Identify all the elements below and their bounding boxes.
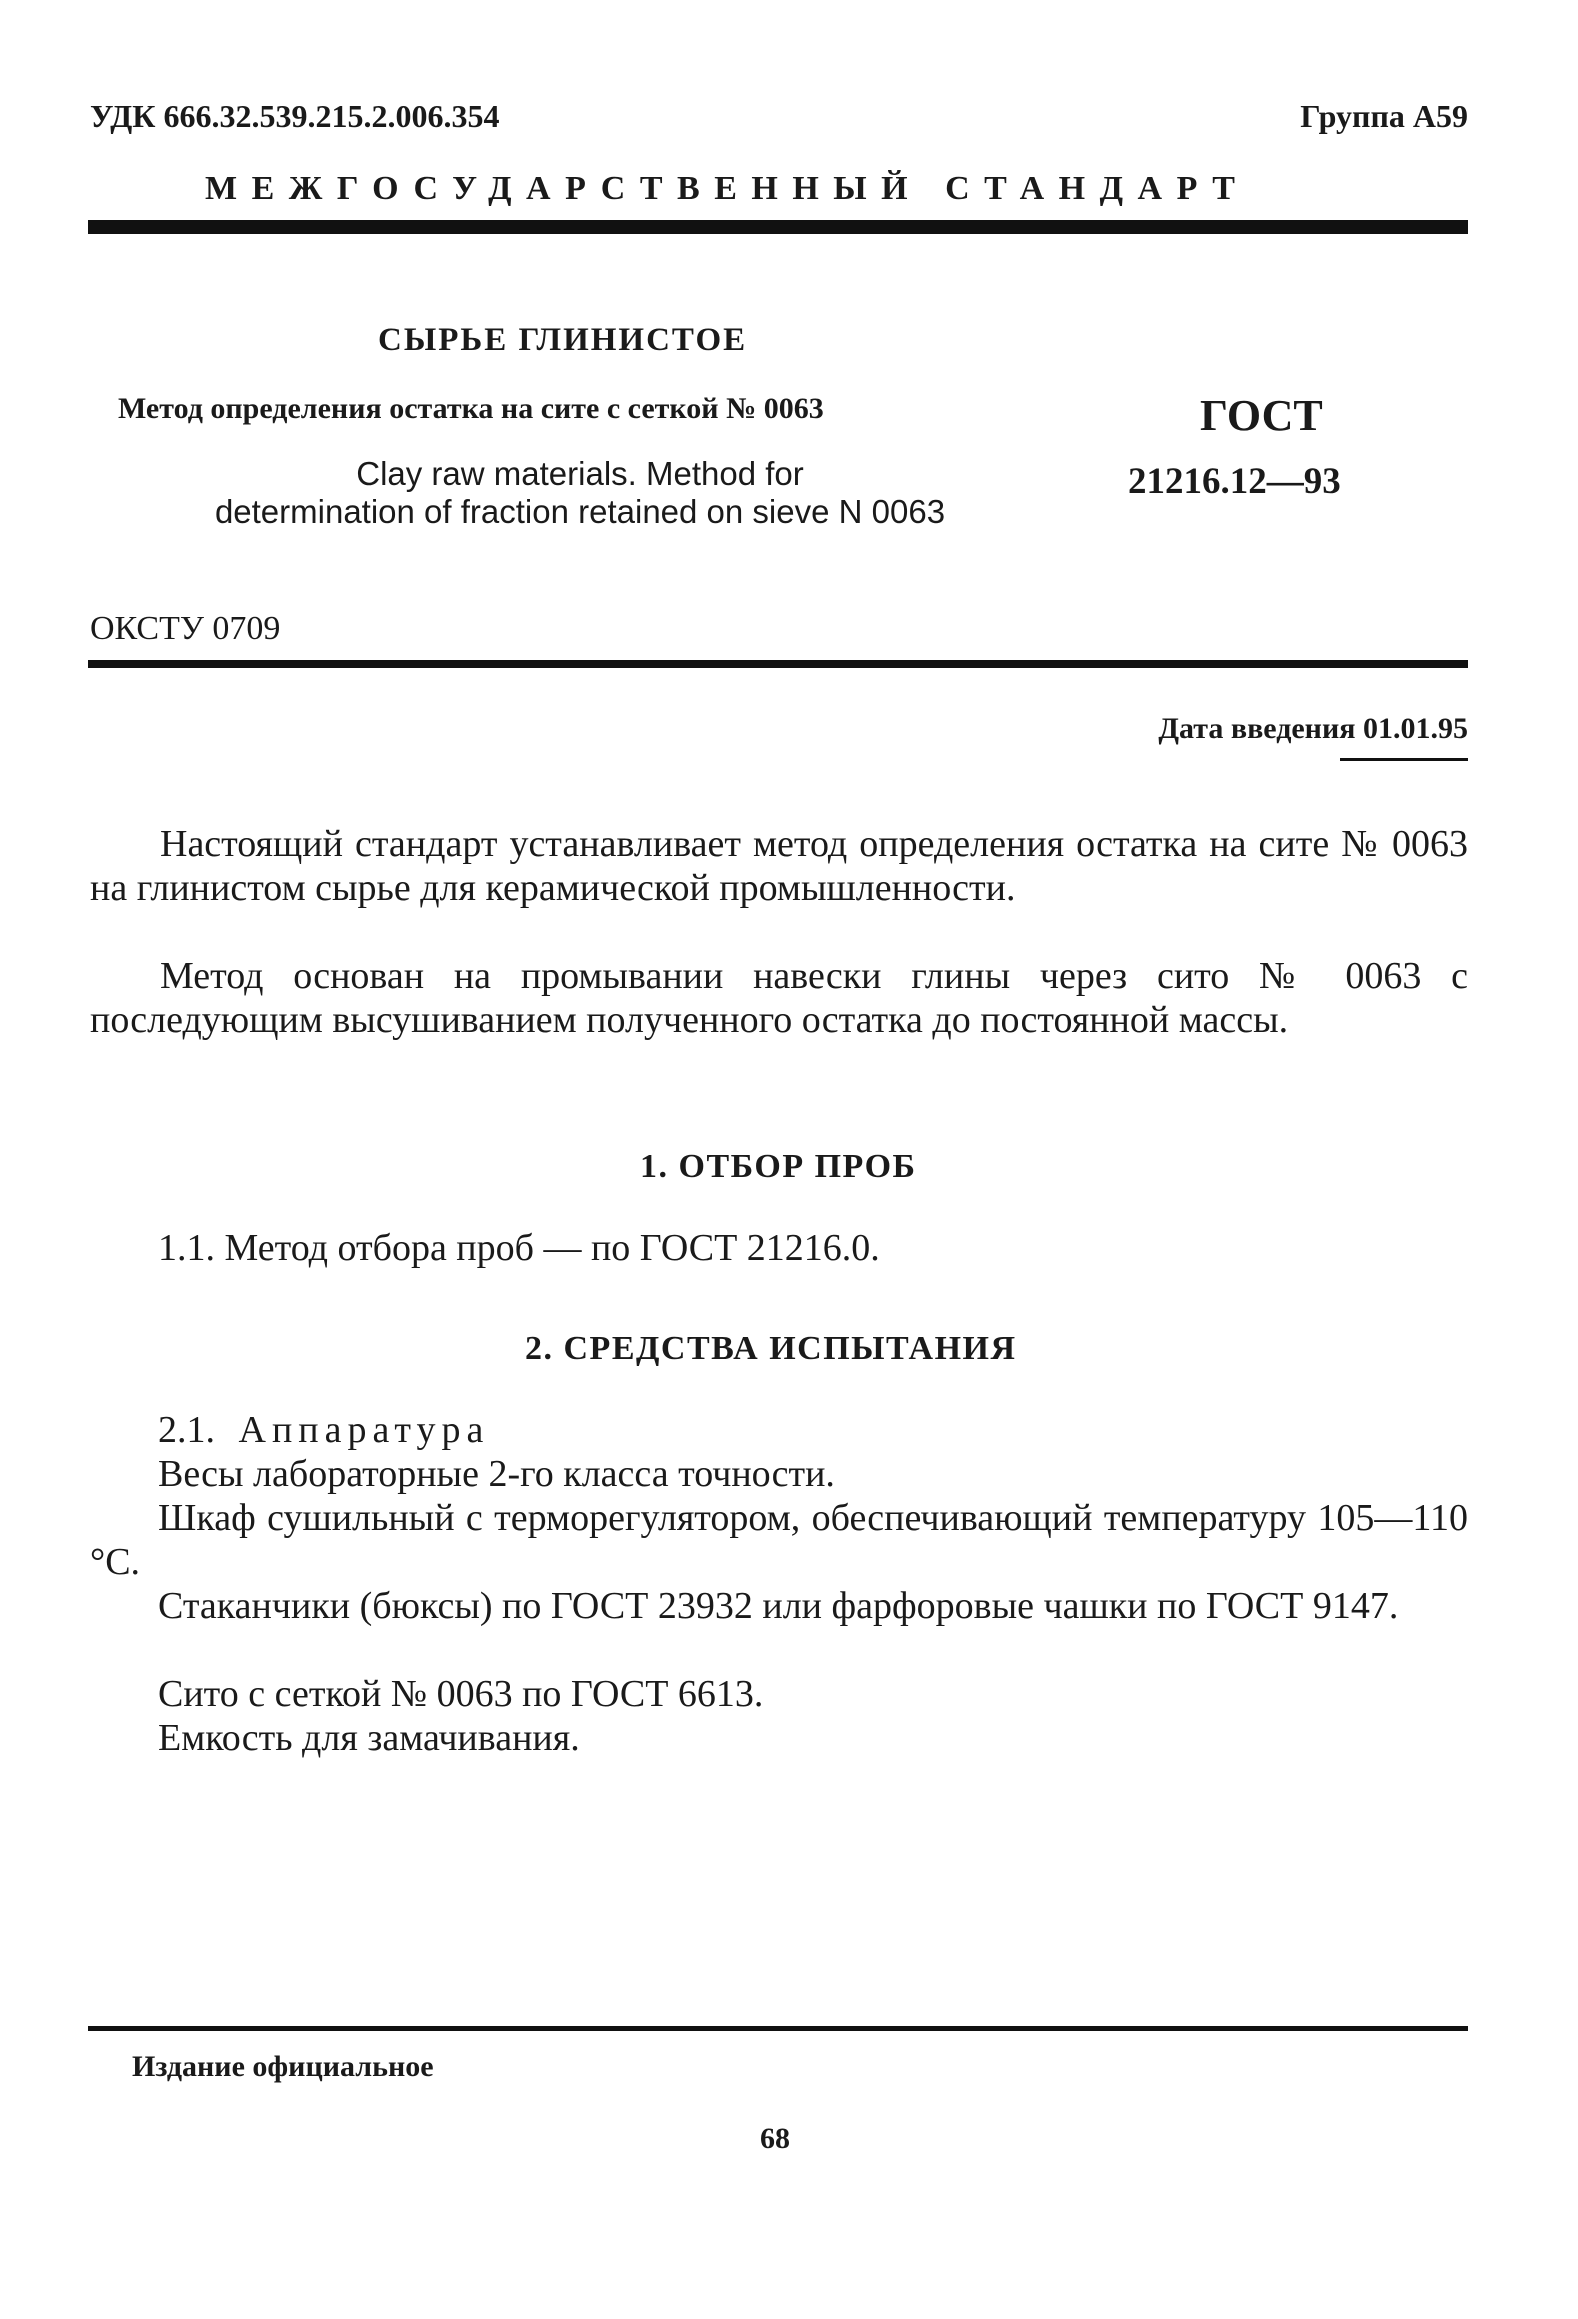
equipment-item: Стаканчики (бюксы) по ГОСТ 23932 или фарфоровые чашки по ГОСТ 9147. (158, 1585, 1399, 1627)
section-1-heading: 1. ОТБОР ПРОБ (640, 1148, 917, 1185)
udk-code: УДК 666.32.539.215.2.006.354 (90, 98, 500, 134)
equipment-item: Сито с сеткой № 0063 по ГОСТ 6613. (158, 1673, 764, 1715)
title-en-line1: Clay raw materials. Method for (356, 455, 804, 492)
intro-paragraph-1: Настоящий стандарт устанавливает метод определения остатка на сите № 0063 на глинистом сырье для керамической промышленности. (90, 823, 1468, 909)
standard-type-title: МЕЖГОСУДАРСТВЕННЫЙ СТАНДАРТ (205, 170, 1250, 207)
section-2-1 (158, 1408, 489, 1452)
footer-rule (88, 2026, 1468, 2031)
oksty-code: ОКСТУ 0709 (90, 610, 281, 647)
title-en-line2: determination of fraction retained on sieve N 0063 (214, 493, 946, 530)
section-2-heading: 2. СРЕДСТВА ИСПЫТАНИЯ (525, 1330, 1017, 1367)
section-1-item: 1.1. Метод отбора проб — по ГОСТ 21216.0. (158, 1227, 880, 1269)
title-ru-sub: Метод определения остатка на сите с сеткой № 0063 (118, 392, 824, 425)
equipment-item: Весы лабораторные 2-го класса точности. (158, 1453, 835, 1495)
title-ru-main: СЫРЬЕ ГЛИНИСТОЕ (378, 322, 748, 358)
edition-label: Издание официальное (132, 2050, 434, 2083)
intro-paragraph-2: Метод основан на промывании навески глины через сито № 0063 с последующим высушиванием полученного остатка до постоянной массы. (90, 955, 1468, 1041)
title-en (140, 455, 1020, 531)
intro-date: Дата введения 01.01.95 (1158, 712, 1468, 745)
page-number: 68 (760, 2122, 790, 2155)
header-thick-rule (88, 220, 1468, 234)
section-2-1-number: 2.1. (158, 1409, 215, 1451)
equipment-item: Шкаф сушильный с терморегулятором, обеспечивающий температуру 105—110 °С. (90, 1497, 1468, 1583)
gost-number: 21216.12—93 (1128, 461, 1341, 502)
equipment-item: Емкость для замачивания. (158, 1717, 580, 1759)
gost-label: ГОСТ (1200, 391, 1323, 440)
oksty-rule (88, 660, 1468, 668)
date-underline (1340, 758, 1468, 761)
group-code: Группа А59 (1300, 98, 1468, 134)
section-2-1-title: Аппаратура (238, 1409, 490, 1451)
